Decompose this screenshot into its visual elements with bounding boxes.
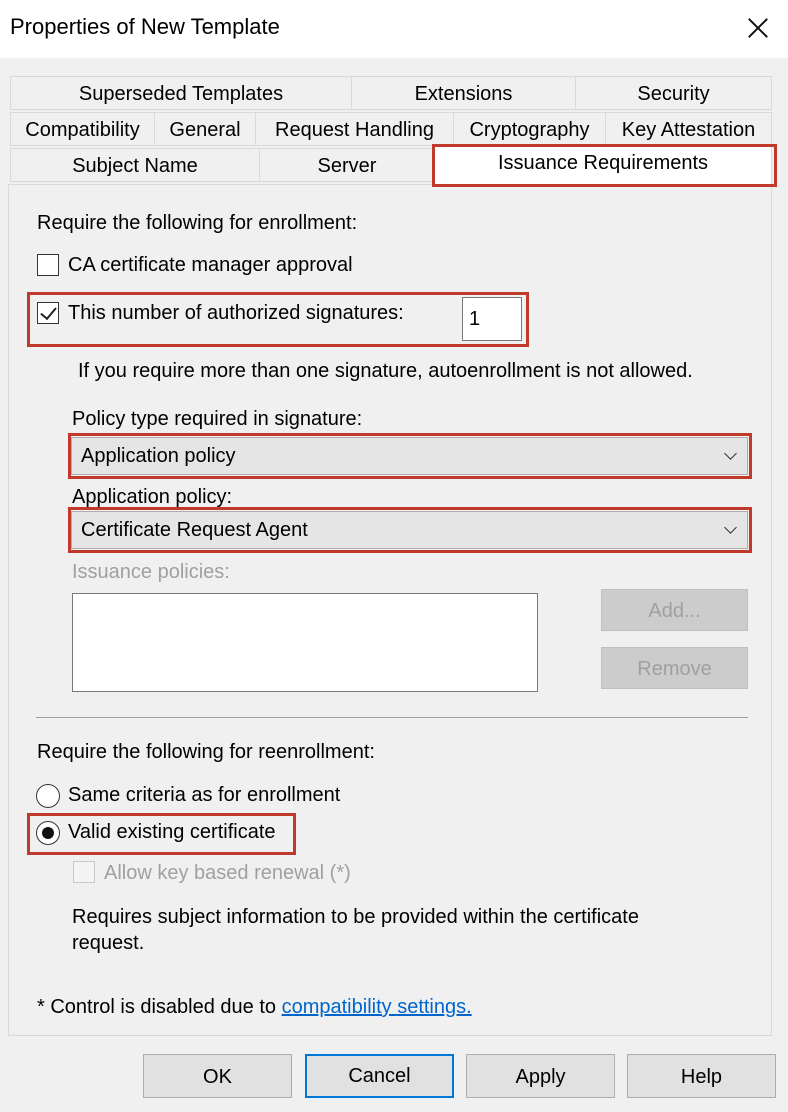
valid-certificate-label: Valid existing certificate bbox=[68, 821, 276, 843]
window-title: Properties of New Template bbox=[10, 14, 280, 39]
requires-subject-line2: request. bbox=[72, 932, 145, 954]
requires-subject-line1: Requires subject information to be provided within the certificate bbox=[72, 906, 639, 928]
chevron-down-icon bbox=[724, 447, 737, 460]
same-criteria-label: Same criteria as for enrollment bbox=[68, 784, 341, 806]
application-policy-label: Application policy: bbox=[72, 486, 233, 508]
tab-issuance-requirements[interactable]: Issuance Requirements bbox=[434, 144, 772, 184]
help-button[interactable]: Help bbox=[627, 1054, 776, 1098]
allow-key-renewal-label: Allow key based renewal (*) bbox=[104, 862, 351, 884]
tab-general[interactable]: General bbox=[154, 112, 256, 146]
allow-key-renewal-checkbox[interactable] bbox=[73, 861, 95, 883]
same-criteria-radio[interactable] bbox=[36, 784, 60, 808]
application-policy-value: Certificate Request Agent bbox=[81, 519, 308, 541]
tab-subject-name[interactable]: Subject Name bbox=[10, 148, 260, 182]
tab-extensions[interactable]: Extensions bbox=[351, 76, 576, 110]
remove-button[interactable]: Remove bbox=[601, 647, 748, 689]
issuance-policies-list[interactable] bbox=[72, 593, 538, 692]
add-button[interactable]: Add... bbox=[601, 589, 748, 631]
checkmark-icon bbox=[40, 303, 57, 320]
chevron-down-icon bbox=[724, 521, 737, 534]
tab-request-handling[interactable]: Request Handling bbox=[255, 112, 454, 146]
tab-server[interactable]: Server bbox=[259, 148, 435, 182]
reenrollment-heading: Require the following for reenrollment: bbox=[37, 741, 375, 763]
compatibility-settings-link[interactable]: compatibility settings. bbox=[281, 996, 472, 1018]
section-divider bbox=[36, 717, 748, 718]
autoenrollment-note: If you require more than one signature, autoenrollment is not allowed. bbox=[78, 360, 693, 382]
policy-type-select[interactable] bbox=[71, 437, 748, 475]
disabled-note bbox=[37, 996, 472, 1019]
radio-selected-icon bbox=[42, 827, 54, 839]
valid-certificate-radio[interactable] bbox=[36, 821, 60, 845]
disabled-note-prefix: * Control is disabled due to bbox=[37, 996, 282, 1018]
signatures-label: This number of authorized signatures: bbox=[68, 302, 404, 324]
tab-cryptography[interactable]: Cryptography bbox=[453, 112, 606, 146]
signatures-checkbox[interactable] bbox=[37, 302, 59, 324]
signatures-count-input[interactable]: 1 bbox=[462, 297, 522, 341]
tab-compatibility[interactable]: Compatibility bbox=[10, 112, 155, 146]
ca-manager-label: CA certificate manager approval bbox=[68, 254, 353, 276]
issuance-policies-label: Issuance policies: bbox=[72, 561, 230, 583]
application-policy-select[interactable] bbox=[71, 511, 748, 549]
close-icon[interactable] bbox=[736, 8, 780, 48]
apply-button[interactable]: Apply bbox=[466, 1054, 615, 1098]
enrollment-heading: Require the following for enrollment: bbox=[37, 212, 358, 234]
tab-security[interactable]: Security bbox=[575, 76, 772, 110]
policy-type-label: Policy type required in signature: bbox=[72, 408, 363, 430]
policy-type-value: Application policy bbox=[81, 445, 236, 467]
tab-superseded-templates[interactable]: Superseded Templates bbox=[10, 76, 352, 110]
title-bar bbox=[0, 0, 788, 58]
tab-key-attestation[interactable]: Key Attestation bbox=[605, 112, 772, 146]
cancel-button[interactable]: Cancel bbox=[305, 1054, 454, 1098]
ca-manager-checkbox[interactable] bbox=[37, 254, 59, 276]
ok-button[interactable]: OK bbox=[143, 1054, 292, 1098]
